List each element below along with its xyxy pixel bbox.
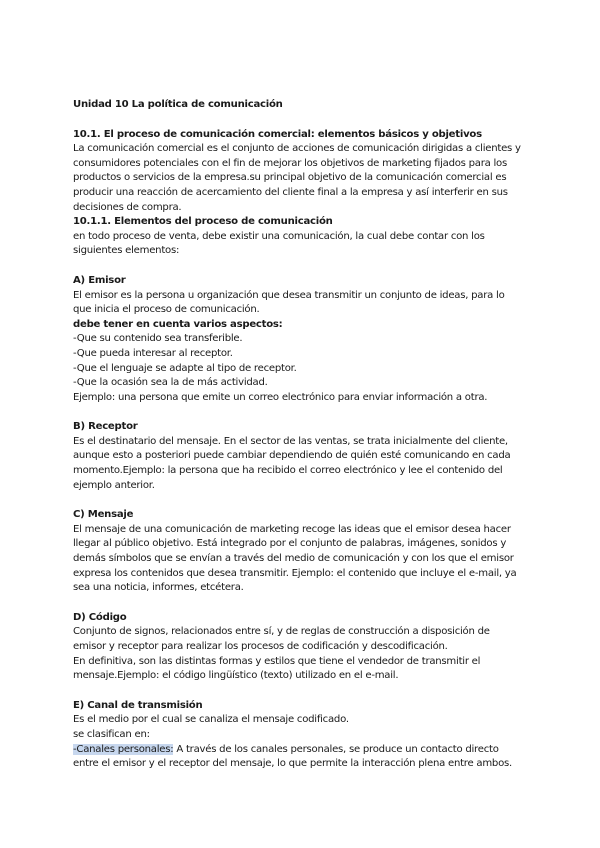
paragraph-line: productos o servicios de la empresa.su principal objetivo de la comunicación comercial es xyxy=(73,172,507,184)
paragraph-line: aunque esto a posteriori puede cambiar dependiendo de quién esté comunicando en cada xyxy=(73,450,511,462)
section-heading: D) Código xyxy=(73,611,127,623)
list-item: -Que el lenguaje se adapte al tipo de receptor. xyxy=(73,362,297,374)
paragraph-line: emisor y receptor para realizar los procesos de codificación y descodificación. xyxy=(73,641,448,652)
paragraph-line: mensaje.Ejemplo: el código lingüístico (texto) utilizado en el e-mail. xyxy=(73,670,399,682)
section-canal xyxy=(73,699,553,772)
paragraph-line: El emisor es la persona u organización que desea transmitir un conjunto de ideas, para lo xyxy=(73,289,505,301)
list-item: -Que la ocasión sea la de más actividad. xyxy=(73,377,268,389)
selected-text[interactable]: -Canales personales: xyxy=(73,743,174,755)
section-heading: E) Canal de transmisión xyxy=(73,699,203,711)
paragraph-line: Conjunto de signos, relacionados entre sí, y de reglas de construcción a disposición de xyxy=(73,626,490,638)
paragraph-line: Es el medio por el cual se canaliza el mensaje codificado. xyxy=(73,714,349,726)
list-item: -Que su contenido sea transferible. xyxy=(73,333,243,345)
paragraph-line: siguientes elementos: xyxy=(73,245,180,257)
paragraph-line: ejemplo anterior. xyxy=(73,479,155,491)
paragraph-line: en todo proceso de venta, debe existir una comunicación, la cual debe contar con los xyxy=(73,230,485,242)
paragraph-line: decisiones de compra. xyxy=(73,201,182,213)
list-item: -Que pueda interesar al receptor. xyxy=(73,347,233,359)
section-heading: 10.1.1. Elementos del proceso de comunicación xyxy=(73,216,333,228)
paragraph-line: entre el emisor y el receptor del mensaje, lo que permite la interacción plena entre ambos. xyxy=(73,758,512,770)
paragraph-line: sea una noticia, informes, etcétera. xyxy=(73,582,244,594)
paragraph-line xyxy=(73,743,553,758)
paragraph-line: se clasifican en: xyxy=(73,728,150,740)
paragraph-line: consumidores potenciales con el fin de mejorar los objetivos de marketing fijados para los xyxy=(73,157,507,169)
example-line: Ejemplo: una persona que emite un correo electrónico para enviar información a otra. xyxy=(73,391,488,403)
document-title: Unidad 10 La política de comunicación xyxy=(73,99,283,110)
paragraph-line: Es el destinatario del mensaje. En el sector de las ventas, se trata inicialmente del cliente, xyxy=(73,435,508,447)
section-emisor xyxy=(73,274,553,405)
paragraph-line: demás símbolos que se envían a través del medio de comunicación y con los que el emisor xyxy=(73,553,514,565)
section-10-1 xyxy=(73,128,553,216)
aspects-heading: debe tener en cuenta varios aspectos: xyxy=(73,318,283,330)
section-codigo xyxy=(73,611,553,684)
paragraph-line: expresa los contenidos que desea transmitir. Ejemplo: el contenido que incluye el e-mail, ya xyxy=(73,567,517,579)
paragraph-line: momento.Ejemplo: la persona que ha recibido el correo electrónico y lee el contenido del xyxy=(73,465,503,477)
paragraph-text: A través de los canales personales, se produce un contacto directo xyxy=(173,743,499,755)
paragraph-line: La comunicación comercial es el conjunto de acciones de comunicación dirigidas a clientes y xyxy=(73,143,521,155)
section-mensaje xyxy=(73,508,553,596)
document-page xyxy=(73,98,553,772)
section-heading: A) Emisor xyxy=(73,274,126,286)
paragraph-line: llegar al público objetivo. Está integrado por el conjunto de palabras, imágenes, sonidos y xyxy=(73,538,507,550)
section-heading: C) Mensaje xyxy=(73,509,134,521)
paragraph-line: que inicia el proceso de comunicación. xyxy=(73,304,260,316)
section-receptor xyxy=(73,420,553,493)
paragraph-line: producir una reacción de acercamiento del cliente final a la empresa y así interferir en sus xyxy=(73,186,508,198)
section-heading: B) Receptor xyxy=(73,421,138,433)
paragraph-line: El mensaje de una comunicación de marketing recoge las ideas que el emisor desea hacer xyxy=(73,523,511,535)
section-heading: 10.1. El proceso de comunicación comercial: elementos básicos y objetivos xyxy=(73,128,482,140)
paragraph-line: En definitiva, son las distintas formas y estilos que tiene el vendedor de transmitir el xyxy=(73,655,481,667)
section-10-1-1 xyxy=(73,215,553,259)
